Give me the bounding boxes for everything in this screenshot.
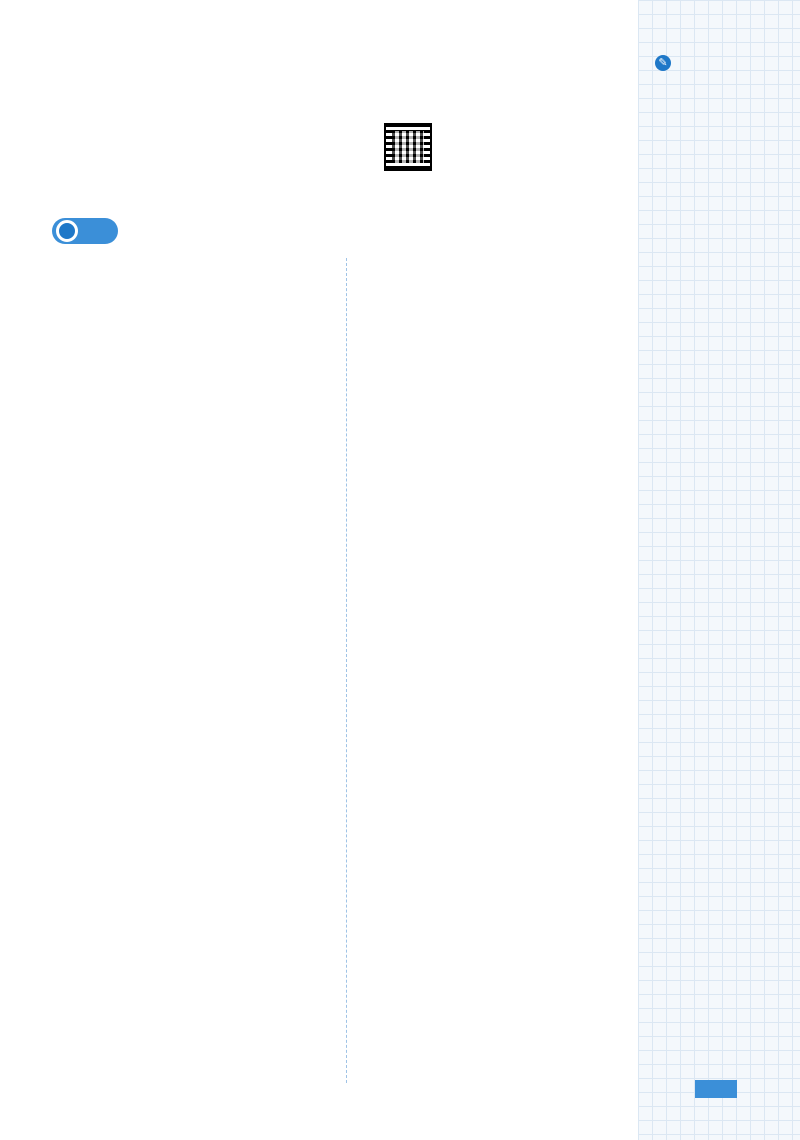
grid-margin-strip [638,0,800,1140]
page-number [695,1080,737,1098]
section-banner [52,218,118,244]
pen-badge-icon: ✎ [655,55,671,71]
search-icon [56,220,78,242]
side-tag [655,55,675,71]
column-divider [346,258,347,1083]
qr-code-icon[interactable] [384,123,432,171]
